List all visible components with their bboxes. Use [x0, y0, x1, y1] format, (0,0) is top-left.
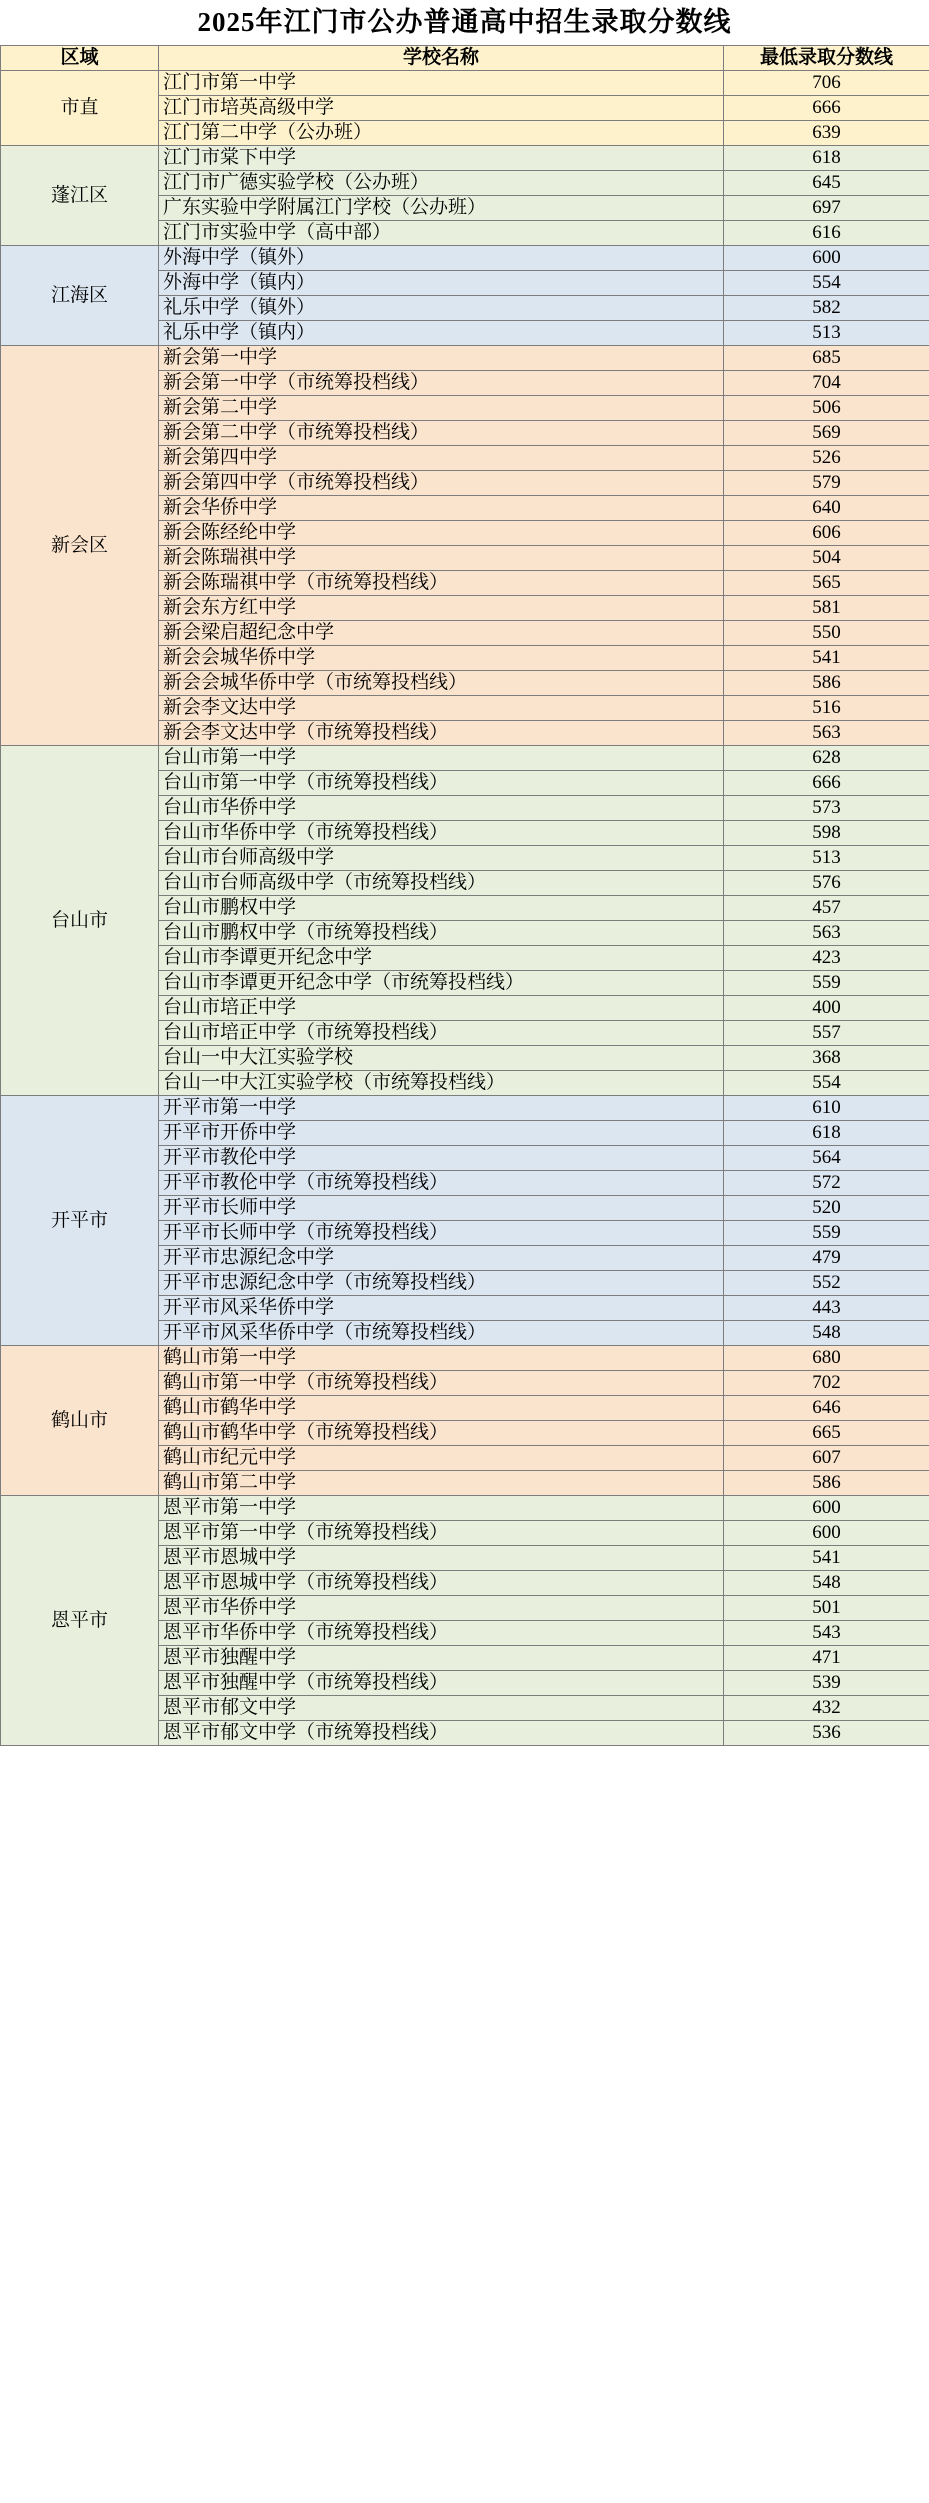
score-cell: 548	[724, 1571, 929, 1596]
school-name-cell: 台山市第一中学	[159, 746, 724, 771]
score-cell: 513	[724, 846, 929, 871]
table-row	[1, 246, 929, 271]
school-name-cell: 台山市华侨中学	[159, 796, 724, 821]
score-cell: 665	[724, 1421, 929, 1446]
school-name-cell: 恩平市恩城中学	[159, 1546, 724, 1571]
score-cell: 666	[724, 771, 929, 796]
school-name-cell: 新会第四中学	[159, 446, 724, 471]
score-cell: 443	[724, 1296, 929, 1321]
region-cell: 开平市	[1, 1096, 159, 1346]
school-name-cell: 新会第四中学（市统筹投档线）	[159, 471, 724, 496]
score-cell: 501	[724, 1596, 929, 1621]
score-cell: 600	[724, 1521, 929, 1546]
score-cell: 697	[724, 196, 929, 221]
school-name-cell: 新会东方红中学	[159, 596, 724, 621]
school-name-cell: 新会会城华侨中学	[159, 646, 724, 671]
score-cell: 513	[724, 321, 929, 346]
school-name-cell: 台山市第一中学（市统筹投档线）	[159, 771, 724, 796]
table-row	[1, 1096, 929, 1121]
score-cell: 548	[724, 1321, 929, 1346]
header-score: 最低录取分数线	[724, 46, 929, 71]
school-name-cell: 开平市长师中学（市统筹投档线）	[159, 1221, 724, 1246]
header-row	[1, 46, 929, 71]
school-name-cell: 礼乐中学（镇内）	[159, 321, 724, 346]
score-cell: 563	[724, 921, 929, 946]
school-name-cell: 恩平市独醒中学	[159, 1646, 724, 1671]
score-cell: 554	[724, 271, 929, 296]
school-name-cell: 鹤山市第一中学	[159, 1346, 724, 1371]
school-name-cell: 开平市教伦中学	[159, 1146, 724, 1171]
school-name-cell: 江门市棠下中学	[159, 146, 724, 171]
score-cell: 646	[724, 1396, 929, 1421]
header-region: 区域	[1, 46, 159, 71]
score-cell: 506	[724, 396, 929, 421]
score-cell: 559	[724, 971, 929, 996]
school-name-cell: 开平市第一中学	[159, 1096, 724, 1121]
score-cell: 600	[724, 1496, 929, 1521]
score-cell: 543	[724, 1621, 929, 1646]
score-cell: 586	[724, 671, 929, 696]
score-cell: 616	[724, 221, 929, 246]
score-cell: 479	[724, 1246, 929, 1271]
score-cell: 368	[724, 1046, 929, 1071]
school-name-cell: 台山市台师高级中学（市统筹投档线）	[159, 871, 724, 896]
school-name-cell: 新会第一中学（市统筹投档线）	[159, 371, 724, 396]
school-name-cell: 开平市教伦中学（市统筹投档线）	[159, 1171, 724, 1196]
school-name-cell: 台山市李谭更开纪念中学（市统筹投档线）	[159, 971, 724, 996]
school-name-cell: 台山市培正中学	[159, 996, 724, 1021]
score-cell: 536	[724, 1721, 929, 1746]
school-name-cell: 江门市第一中学	[159, 71, 724, 96]
region-cell: 蓬江区	[1, 146, 159, 246]
page-title: 2025年江门市公办普通高中招生录取分数线	[197, 7, 732, 37]
school-name-cell: 新会梁启超纪念中学	[159, 621, 724, 646]
score-cell: 541	[724, 646, 929, 671]
school-name-cell: 鹤山市纪元中学	[159, 1446, 724, 1471]
score-cell: 606	[724, 521, 929, 546]
score-cell: 706	[724, 71, 929, 96]
score-cell: 557	[724, 1021, 929, 1046]
region-cell: 新会区	[1, 346, 159, 746]
score-cell: 628	[724, 746, 929, 771]
school-name-cell: 恩平市郁文中学	[159, 1696, 724, 1721]
score-cell: 639	[724, 121, 929, 146]
school-name-cell: 新会陈瑞祺中学（市统筹投档线）	[159, 571, 724, 596]
school-name-cell: 恩平市独醒中学（市统筹投档线）	[159, 1671, 724, 1696]
school-name-cell: 恩平市恩城中学（市统筹投档线）	[159, 1571, 724, 1596]
school-name-cell: 江门市培英高级中学	[159, 96, 724, 121]
school-name-cell: 新会陈经纶中学	[159, 521, 724, 546]
score-cell: 640	[724, 496, 929, 521]
school-name-cell: 新会李文达中学（市统筹投档线）	[159, 721, 724, 746]
score-cell: 400	[724, 996, 929, 1021]
score-cell: 666	[724, 96, 929, 121]
score-cell: 432	[724, 1696, 929, 1721]
school-name-cell: 台山市李谭更开纪念中学	[159, 946, 724, 971]
table-header	[1, 46, 929, 71]
school-name-cell: 鹤山市鹤华中学（市统筹投档线）	[159, 1421, 724, 1446]
school-name-cell: 新会第二中学（市统筹投档线）	[159, 421, 724, 446]
school-name-cell: 开平市忠源纪念中学（市统筹投档线）	[159, 1271, 724, 1296]
region-cell: 鹤山市	[1, 1346, 159, 1496]
score-cell: 559	[724, 1221, 929, 1246]
school-name-cell: 鹤山市第一中学（市统筹投档线）	[159, 1371, 724, 1396]
score-cell: 607	[724, 1446, 929, 1471]
score-cell: 685	[724, 346, 929, 371]
table-row	[1, 746, 929, 771]
school-name-cell: 新会陈瑞祺中学	[159, 546, 724, 571]
school-name-cell: 恩平市华侨中学（市统筹投档线）	[159, 1621, 724, 1646]
school-name-cell: 新会会城华侨中学（市统筹投档线）	[159, 671, 724, 696]
header-school: 学校名称	[159, 46, 724, 71]
school-name-cell: 台山市台师高级中学	[159, 846, 724, 871]
table-row	[1, 1346, 929, 1371]
score-cell: 471	[724, 1646, 929, 1671]
score-cell: 645	[724, 171, 929, 196]
table-row	[1, 146, 929, 171]
score-cell: 586	[724, 1471, 929, 1496]
school-name-cell: 开平市风采华侨中学（市统筹投档线）	[159, 1321, 724, 1346]
score-cell: 563	[724, 721, 929, 746]
region-cell: 江海区	[1, 246, 159, 346]
school-name-cell: 台山一中大江实验学校（市统筹投档线）	[159, 1071, 724, 1096]
school-name-cell: 恩平市第一中学	[159, 1496, 724, 1521]
school-name-cell: 江门市广德实验学校（公办班）	[159, 171, 724, 196]
school-name-cell: 鹤山市第二中学	[159, 1471, 724, 1496]
score-cell: 569	[724, 421, 929, 446]
score-cell: 618	[724, 146, 929, 171]
school-name-cell: 江门第二中学（公办班）	[159, 121, 724, 146]
score-cell: 504	[724, 546, 929, 571]
score-cell: 550	[724, 621, 929, 646]
score-cell: 598	[724, 821, 929, 846]
score-cell: 423	[724, 946, 929, 971]
table-row	[1, 71, 929, 96]
school-name-cell: 江门市实验中学（高中部）	[159, 221, 724, 246]
region-cell: 市直	[1, 71, 159, 146]
school-name-cell: 恩平市华侨中学	[159, 1596, 724, 1621]
score-cell: 610	[724, 1096, 929, 1121]
table-row	[1, 346, 929, 371]
region-cell: 台山市	[1, 746, 159, 1096]
school-name-cell: 台山市鹏权中学	[159, 896, 724, 921]
school-name-cell: 开平市风采华侨中学	[159, 1296, 724, 1321]
score-cell: 520	[724, 1196, 929, 1221]
school-name-cell: 鹤山市鹤华中学	[159, 1396, 724, 1421]
school-name-cell: 台山市鹏权中学（市统筹投档线）	[159, 921, 724, 946]
score-cell: 457	[724, 896, 929, 921]
score-cell: 526	[724, 446, 929, 471]
school-name-cell: 台山市培正中学（市统筹投档线）	[159, 1021, 724, 1046]
school-name-cell: 台山市华侨中学（市统筹投档线）	[159, 821, 724, 846]
score-cell: 704	[724, 371, 929, 396]
score-cell: 539	[724, 1671, 929, 1696]
score-cell: 576	[724, 871, 929, 896]
score-cell: 600	[724, 246, 929, 271]
score-cell: 618	[724, 1121, 929, 1146]
table-row	[1, 1496, 929, 1521]
school-name-cell: 恩平市第一中学（市统筹投档线）	[159, 1521, 724, 1546]
score-cell: 582	[724, 296, 929, 321]
region-cell: 恩平市	[1, 1496, 159, 1746]
school-name-cell: 恩平市郁文中学（市统筹投档线）	[159, 1721, 724, 1746]
school-name-cell: 礼乐中学（镇外）	[159, 296, 724, 321]
school-name-cell: 外海中学（镇外）	[159, 246, 724, 271]
school-name-cell: 新会第二中学	[159, 396, 724, 421]
score-cell: 516	[724, 696, 929, 721]
table-body	[1, 71, 929, 1746]
score-cell: 702	[724, 1371, 929, 1396]
school-name-cell: 新会华侨中学	[159, 496, 724, 521]
score-cell: 581	[724, 596, 929, 621]
school-name-cell: 新会第一中学	[159, 346, 724, 371]
school-name-cell: 开平市长师中学	[159, 1196, 724, 1221]
school-name-cell: 外海中学（镇内）	[159, 271, 724, 296]
school-name-cell: 开平市忠源纪念中学	[159, 1246, 724, 1271]
score-cell: 541	[724, 1546, 929, 1571]
school-name-cell: 广东实验中学附属江门学校（公办班）	[159, 196, 724, 221]
score-cell: 680	[724, 1346, 929, 1371]
score-cell: 564	[724, 1146, 929, 1171]
school-name-cell: 开平市开侨中学	[159, 1121, 724, 1146]
school-name-cell: 新会李文达中学	[159, 696, 724, 721]
score-cell: 573	[724, 796, 929, 821]
score-cell: 565	[724, 571, 929, 596]
score-cell: 552	[724, 1271, 929, 1296]
admission-score-table	[0, 45, 929, 1746]
score-cell: 579	[724, 471, 929, 496]
score-cell: 554	[724, 1071, 929, 1096]
score-cell: 572	[724, 1171, 929, 1196]
school-name-cell: 台山一中大江实验学校	[159, 1046, 724, 1071]
